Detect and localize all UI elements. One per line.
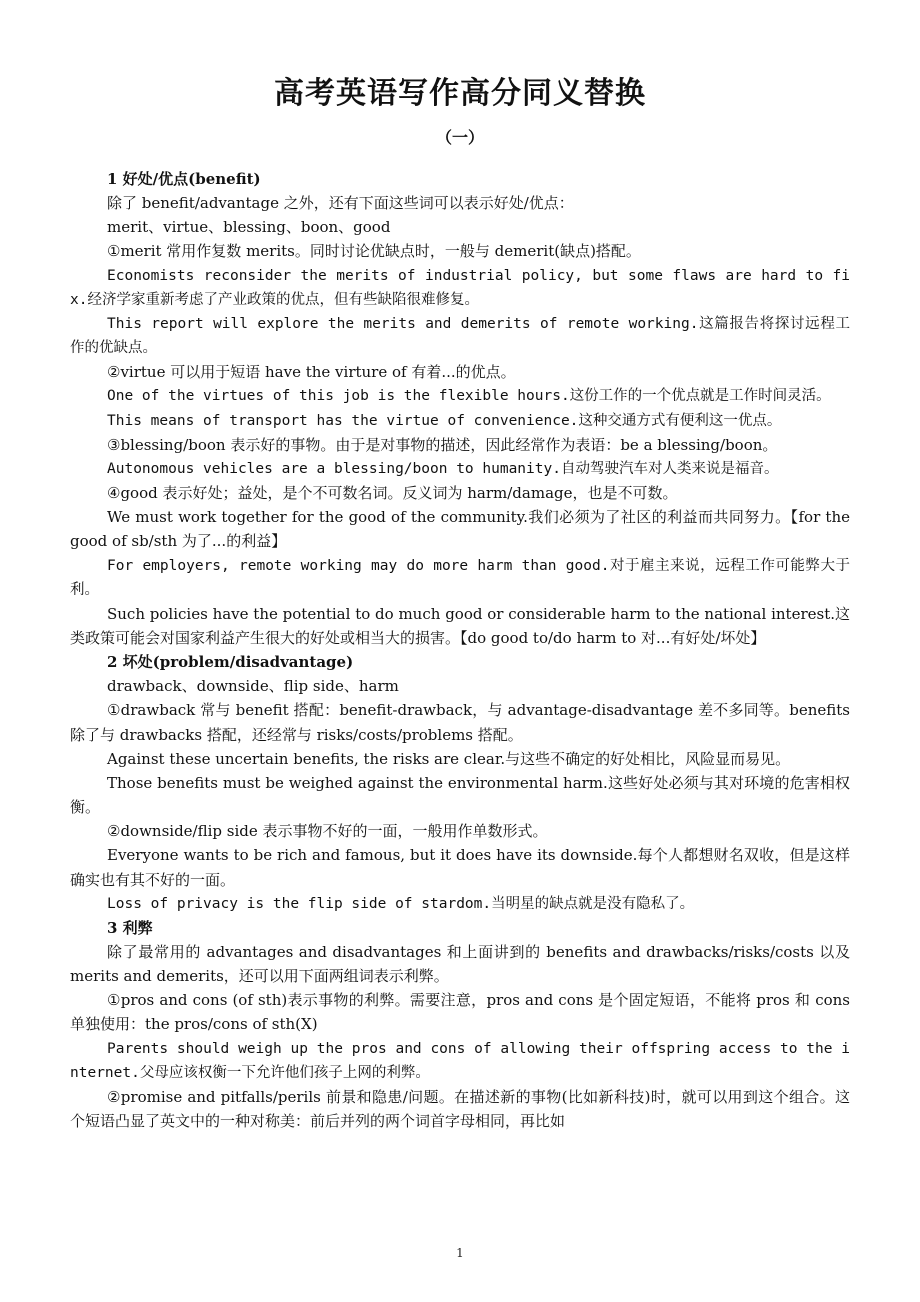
paragraph: ①drawback 常与 benefit 搭配：benefit-drawback，与 advantage-disadvantage 差不多同等。benefits 除了与 drawbacks 搭配，还经常与 risks/costs/problems 搭配。 xyxy=(70,701,850,744)
example-sentence: Loss of privacy is the flip side of stardom.当明星的缺点就是没有隐私了。 xyxy=(107,895,695,912)
example-sentence: This report will explore the merits and demerits of remote working.这篇报告将探讨远程工作的优缺点。 xyxy=(70,315,850,357)
paragraph: ①pros and cons (of sth)表示事物的利弊。需要注意，pros and cons 是个固定短语，不能将 pros 和 cons 单独使用：the pros/cons of sth(X) xyxy=(70,991,850,1034)
example-sentence: Economists reconsider the merits of industrial policy, but some flaws are hard to fix.经济学家重新考虑了产业政策的优点，但有些缺陷很难修复。 xyxy=(70,267,850,308)
section-heading-disadvantage: 2 坏处(problem/disadvantage) xyxy=(107,653,354,672)
document-title: 高考英语写作高分同义替换 xyxy=(274,76,646,111)
section-heading-benefit: 1 好处/优点(benefit) xyxy=(107,170,261,188)
example-sentence: Everyone wants to be rich and famous, but it does have its downside.每个人都想财名双收，但是这样确实也有其不好的一面。 xyxy=(70,846,850,889)
page-number: 1 xyxy=(456,1246,464,1260)
paragraph: ②promise and pitfalls/perils 前景和隐患/问题。在描述新的事物(比如新科技)时，就可以用到这个组合。这个短语凸显了英文中的一种对称美：前后并列的两个词首字母相同，再比如 xyxy=(70,1087,850,1131)
document-body xyxy=(70,167,850,1133)
example-sentence: Such policies have the potential to do much good or considerable harm to the national interest.这类政策可能会对国家利益产生很大的好处或相当大的损害。【do good to/do harm to 对...有好处/坏处】 xyxy=(70,604,850,647)
example-sentence: One of the virtues of this job is the flexible hours.这份工作的一个优点就是工作时间灵活。 xyxy=(107,388,831,405)
paragraph: 除了 benefit/advantage 之外，还有下面这些词可以表示好处/优点： xyxy=(107,194,574,213)
paragraph: ②downside/flip side 表示事物不好的一面，一般用作单数形式。 xyxy=(107,822,548,841)
example-sentence: Those benefits must be weighed against the environmental harm.这些好处必须与其对环境的危害相权衡。 xyxy=(70,773,850,817)
document-subtitle: （一） xyxy=(435,128,484,147)
paragraph: ①merit 常用作复数 merits。同时讨论优缺点时，一般与 demerit(缺点)搭配。 xyxy=(107,242,641,261)
example-sentence: Parents should weigh up the pros and cons of allowing their offspring access to the internet.父母应该权衡一下允许他们孩子上网的利弊。 xyxy=(70,1040,850,1081)
example-sentence: We must work together for the good of the community.我们必须为了社区的利益而共同努力。【for the good of sb/sth 为了...的利益】 xyxy=(70,508,850,551)
word-list: drawback、downside、flip side、harm xyxy=(107,677,399,696)
example-sentence: This means of transport has the virtue of convenience.这种交通方式有便利这一优点。 xyxy=(107,412,782,429)
paragraph: ②virtue 可以用于短语 have the virture of 有着...的优点。 xyxy=(107,363,516,382)
section-heading-pros-cons: 3 利弊 xyxy=(107,918,153,937)
paragraph: 除了最常用的 advantages and disadvantages 和上面讲到的 benefits and drawbacks/risks/costs 以及 merits and demerits，还可以用下面两组词表示利弊。 xyxy=(70,943,850,986)
paragraph: ④good 表示好处；益处，是个不可数名词。反义词为 harm/damage，也是不可数。 xyxy=(107,484,678,503)
paragraph: ③blessing/boon 表示好的事物。由于是对事物的描述，因此经常作为表语：be a blessing/boon。 xyxy=(107,435,778,454)
example-sentence: Against these uncertain benefits, the risks are clear.与这些不确定的好处相比，风险显而易见。 xyxy=(107,749,791,768)
word-list: merit、virtue、blessing、boon、good xyxy=(107,218,391,237)
example-sentence: For employers, remote working may do more harm than good.对于雇主来说，远程工作可能弊大于利。 xyxy=(70,557,850,598)
example-sentence: Autonomous vehicles are a blessing/boon to humanity.自动驾驶汽车对人类来说是福音。 xyxy=(107,460,779,477)
